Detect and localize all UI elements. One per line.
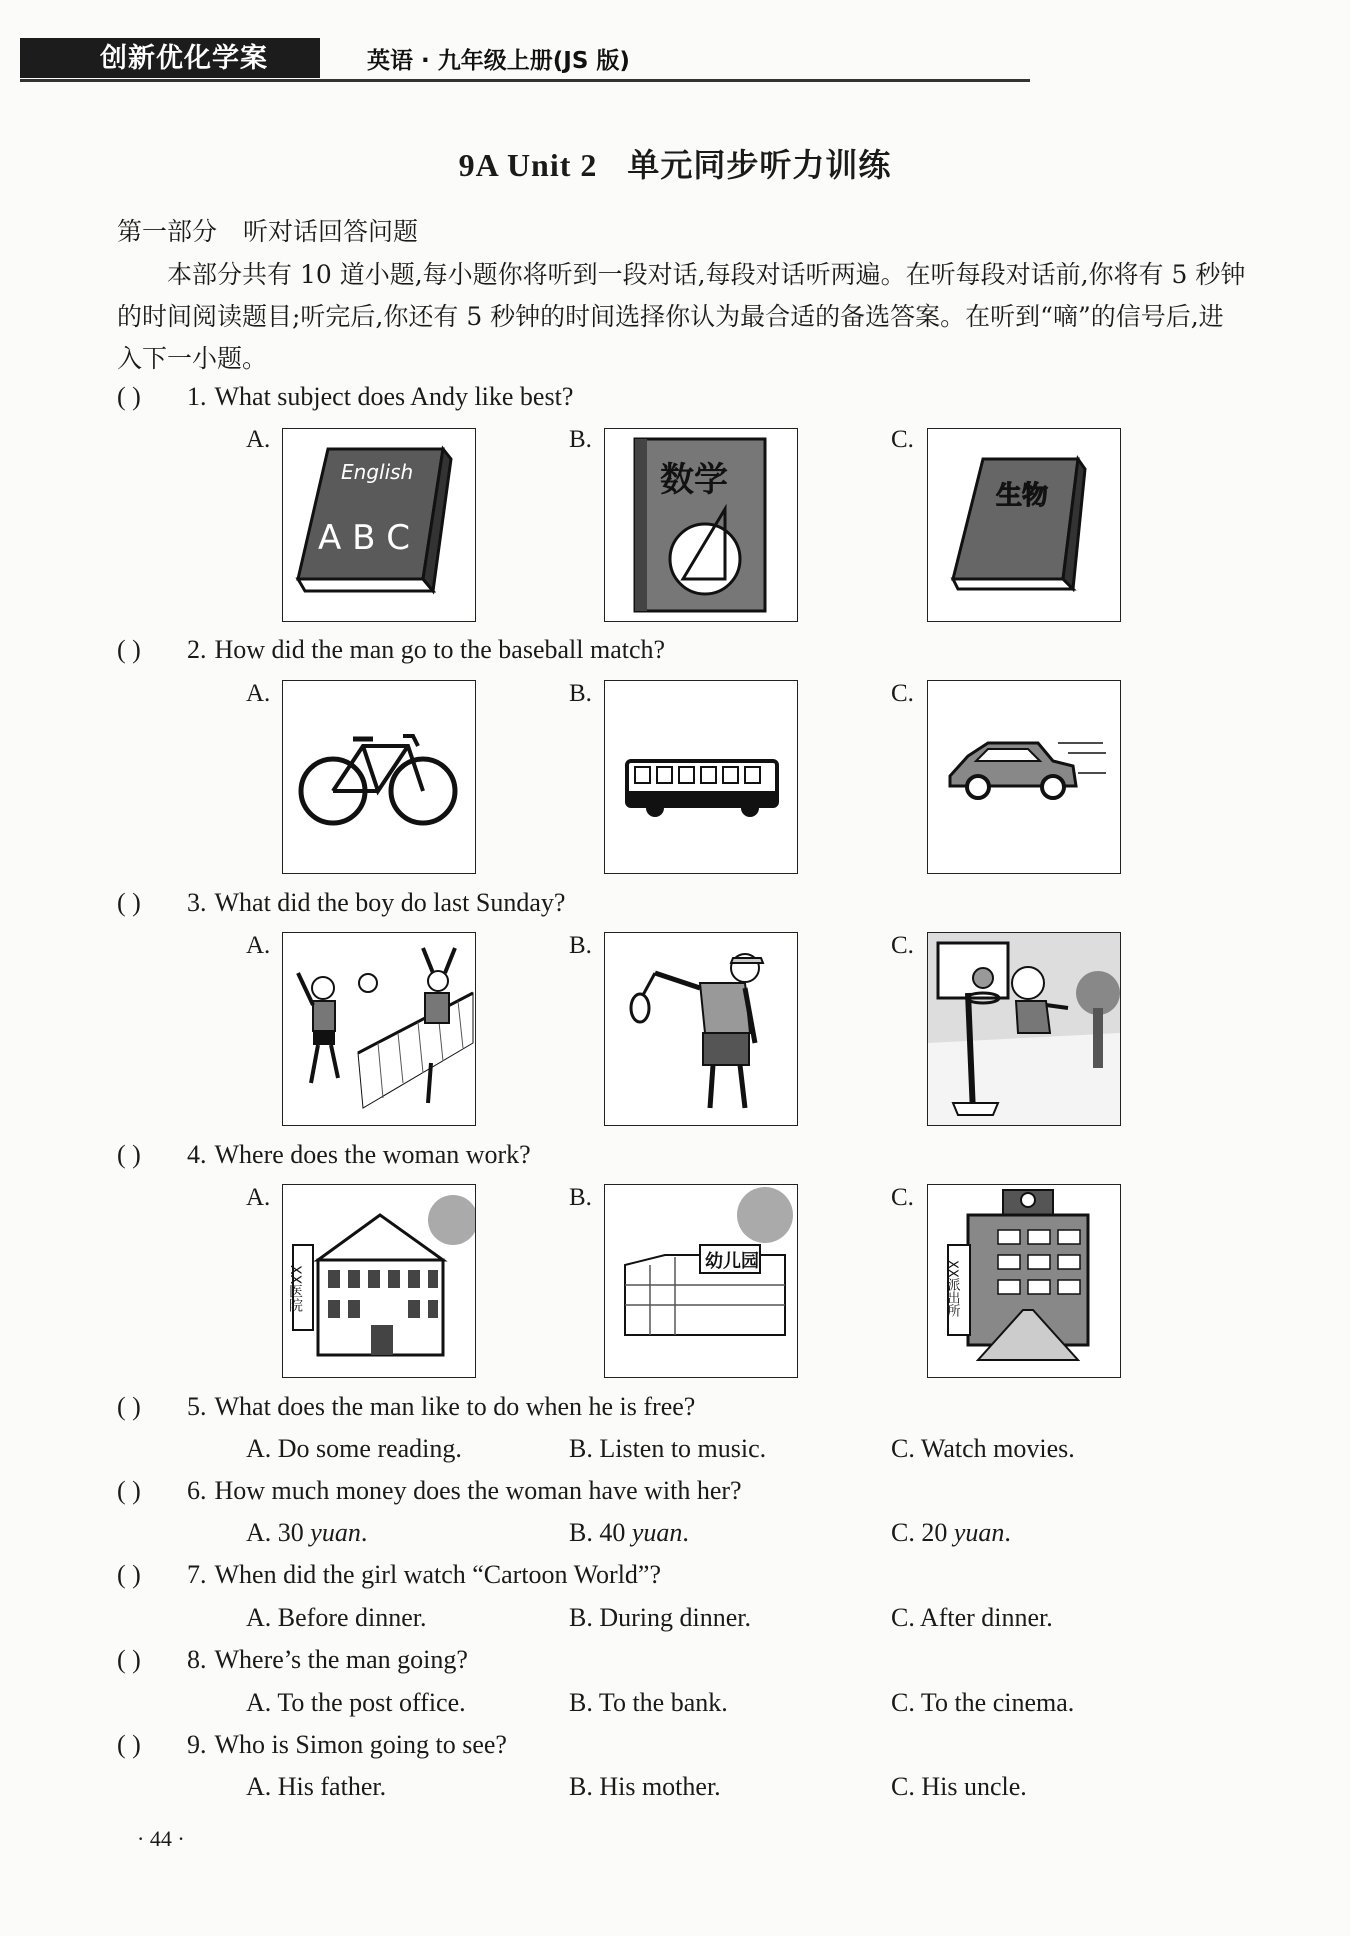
option-unit: yuan xyxy=(310,1518,361,1547)
picture-basketball[interactable] xyxy=(927,932,1121,1126)
police-station-sign: XX派出所 xyxy=(944,1260,960,1317)
option-label: A. xyxy=(246,1603,272,1632)
english-book-label: English xyxy=(341,460,414,484)
answer-blank[interactable]: ( ) xyxy=(117,888,141,917)
option-unit: yuan xyxy=(631,1518,683,1547)
option-label: B. xyxy=(569,1772,593,1801)
option-unit: yuan xyxy=(953,1518,1005,1547)
question-number: 6. xyxy=(187,1476,207,1505)
option-text: To the bank. xyxy=(598,1688,728,1717)
option-label: B. xyxy=(569,1688,593,1717)
option-text: 20 xyxy=(921,1518,948,1547)
question-7 xyxy=(117,1560,661,1590)
picture-english-book[interactable] xyxy=(282,428,476,622)
option-a[interactable]: A. 30 yuan. xyxy=(246,1518,368,1547)
biology-book-label: 生物 xyxy=(996,481,1049,511)
option-label-b: B. xyxy=(569,932,592,959)
option-a[interactable] xyxy=(246,1772,386,1802)
option-c[interactable]: C. 20 yuan. xyxy=(891,1518,1011,1547)
title-unit: 9A Unit 2 xyxy=(458,147,598,183)
question-text: When did the girl watch “Cartoon World”? xyxy=(214,1560,662,1589)
option-text: To the post office. xyxy=(277,1688,466,1717)
question-text: What did the boy do last Sunday? xyxy=(214,888,566,917)
option-c[interactable] xyxy=(891,1688,1074,1718)
option-c[interactable] xyxy=(891,1603,1053,1633)
question-number: 1. xyxy=(187,382,207,411)
option-text: After dinner. xyxy=(919,1603,1053,1632)
header-rule xyxy=(20,79,1030,82)
option-label-a: A. xyxy=(246,680,271,707)
option-b[interactable] xyxy=(569,1772,721,1802)
option-c[interactable] xyxy=(891,1434,1075,1464)
picture-bicycle[interactable] xyxy=(282,680,476,874)
picture-tennis[interactable] xyxy=(604,932,798,1126)
option-label: C. xyxy=(891,1688,915,1717)
header-subject: 英语 · 九年级上册(JS 版) xyxy=(367,48,630,74)
option-text: Before dinner. xyxy=(277,1603,427,1632)
answer-blank[interactable]: ( ) xyxy=(117,1392,141,1421)
question-4 xyxy=(117,1140,531,1170)
question-9 xyxy=(117,1730,507,1760)
question-number: 2. xyxy=(187,635,207,664)
option-b[interactable]: B. 40 yuan. xyxy=(569,1518,689,1547)
section-name: 听对话回答问题 xyxy=(243,217,419,246)
question-number: 8. xyxy=(187,1645,207,1674)
answer-blank[interactable]: ( ) xyxy=(117,1560,141,1589)
option-label: C. xyxy=(891,1434,915,1463)
picture-biology-book[interactable] xyxy=(927,428,1121,622)
picture-kindergarten[interactable] xyxy=(604,1184,798,1378)
page-title xyxy=(0,140,1350,186)
option-label: A. xyxy=(246,1518,272,1547)
title-cn: 单元同步听力训练 xyxy=(627,146,892,184)
option-text: 40 xyxy=(599,1518,626,1547)
question-8 xyxy=(117,1645,468,1675)
option-label: C. xyxy=(891,1603,915,1632)
answer-blank[interactable]: ( ) xyxy=(117,1645,141,1674)
question-text: How much money does the woman have with her? xyxy=(214,1476,742,1505)
section-heading xyxy=(117,212,418,248)
answer-blank[interactable]: ( ) xyxy=(117,1140,141,1169)
option-label-c: C. xyxy=(891,426,914,453)
question-text: Where’s the man going? xyxy=(214,1645,468,1674)
option-label: C. xyxy=(891,1772,915,1801)
question-5 xyxy=(117,1392,695,1422)
option-text: Do some reading. xyxy=(277,1434,462,1463)
question-text: Who is Simon going to see? xyxy=(214,1730,507,1759)
option-label-a: A. xyxy=(246,426,271,453)
option-text: Watch movies. xyxy=(920,1434,1075,1463)
option-label: A. xyxy=(246,1772,272,1801)
instructions: 本部分共有 10 道小题,每小题你将听到一段对话,每段对话听两遍。在听每段对话前,你将有 5 秒钟的时间阅读题目;听完后,你还有 5 秒钟的时间选择你认为最合适的备选答案。在听到“嘀”的信号后,进入下一小题。 xyxy=(117,260,1246,373)
option-text: His father. xyxy=(277,1772,387,1801)
option-label-b: B. xyxy=(569,1184,592,1211)
option-text: During dinner. xyxy=(599,1603,751,1632)
option-text: His uncle. xyxy=(921,1772,1027,1801)
option-b[interactable] xyxy=(569,1434,766,1464)
question-6 xyxy=(117,1476,742,1506)
answer-blank[interactable]: ( ) xyxy=(117,1730,141,1759)
question-text: What subject does Andy like best? xyxy=(214,382,574,411)
picture-math-book[interactable] xyxy=(604,428,798,622)
question-number: 9. xyxy=(187,1730,207,1759)
option-label-a: A. xyxy=(246,932,271,959)
picture-car[interactable] xyxy=(927,680,1121,874)
question-2 xyxy=(117,635,665,665)
option-label: C. xyxy=(891,1518,915,1547)
kindergarten-sign: 幼儿园 xyxy=(705,1251,759,1272)
section-label: 第一部分 xyxy=(117,217,218,246)
answer-blank[interactable]: ( ) xyxy=(117,635,141,664)
option-label-a: A. xyxy=(246,1184,271,1211)
question-number: 4. xyxy=(187,1140,207,1169)
option-label: A. xyxy=(246,1434,272,1463)
option-text: 30 xyxy=(277,1518,304,1547)
option-label: A. xyxy=(246,1688,272,1717)
option-text: To the cinema. xyxy=(920,1688,1075,1717)
question-1 xyxy=(117,382,573,412)
option-c[interactable] xyxy=(891,1772,1027,1802)
option-a[interactable] xyxy=(246,1688,466,1718)
answer-blank[interactable]: ( ) xyxy=(117,382,141,411)
picture-police-station[interactable] xyxy=(927,1184,1121,1378)
option-label-b: B. xyxy=(569,680,592,707)
option-b[interactable] xyxy=(569,1688,728,1718)
option-label-c: C. xyxy=(891,1184,914,1211)
option-a[interactable] xyxy=(246,1434,462,1464)
header-brand: 创新优化学案 xyxy=(100,43,268,74)
picture-bus[interactable] xyxy=(604,680,798,874)
math-book-label: 数学 xyxy=(660,460,728,500)
option-label: B. xyxy=(569,1518,593,1547)
answer-blank[interactable]: ( ) xyxy=(117,1476,141,1505)
option-text: Listen to music. xyxy=(599,1434,767,1463)
option-label-b: B. xyxy=(569,426,592,453)
english-book-abc: A B C xyxy=(318,518,410,558)
question-number: 3. xyxy=(187,888,207,917)
hospital-sign: XX医院 xyxy=(287,1265,303,1313)
question-text: How did the man go to the baseball match? xyxy=(214,635,666,664)
page-number: · 44 · xyxy=(137,1826,185,1851)
option-label: B. xyxy=(569,1603,593,1632)
picture-hospital[interactable] xyxy=(282,1184,476,1378)
question-3 xyxy=(117,888,565,918)
option-label-c: C. xyxy=(891,680,914,707)
option-a[interactable] xyxy=(246,1603,427,1633)
option-label-c: C. xyxy=(891,932,914,959)
question-number: 7. xyxy=(187,1560,207,1589)
picture-volleyball[interactable] xyxy=(282,932,476,1126)
question-number: 5. xyxy=(187,1392,207,1421)
question-text: What does the man like to do when he is free? xyxy=(214,1392,696,1421)
option-b[interactable] xyxy=(569,1603,751,1633)
option-label: B. xyxy=(569,1434,593,1463)
option-text: His mother. xyxy=(599,1772,721,1801)
question-text: Where does the woman work? xyxy=(214,1140,531,1169)
